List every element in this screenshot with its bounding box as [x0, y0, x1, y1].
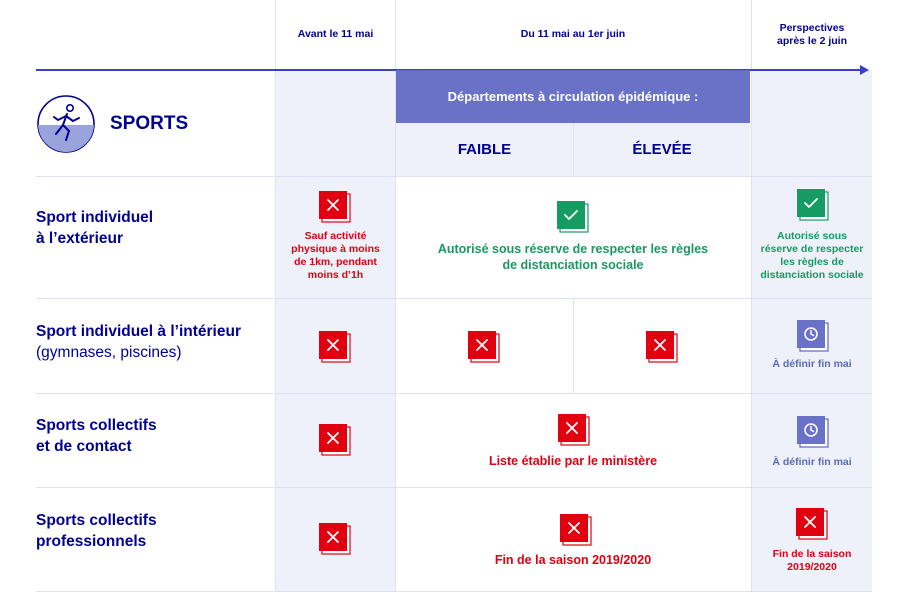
divider: [36, 487, 872, 488]
restriction-note: Liste établie par le ministère: [488, 454, 658, 468]
circulation-header: [396, 70, 750, 123]
cross-icon: [558, 414, 590, 446]
row-label-line: (gymnases, piscines): [36, 343, 182, 361]
header-faible: [396, 123, 573, 176]
header-perspectives-line: Perspectives: [779, 21, 845, 34]
header-perspectives: [752, 0, 872, 70]
check-icon: [557, 201, 589, 233]
note-line: physique à moins: [291, 243, 380, 256]
clock-icon: [797, 320, 829, 352]
row-label-line: Sport individuel: [36, 209, 154, 226]
cross-icon: [468, 331, 500, 363]
cross-icon: [319, 424, 351, 456]
note-line: Fin de la saison: [772, 548, 852, 560]
check-icon: [797, 189, 829, 221]
cross-icon: [319, 331, 351, 363]
note-line: de distanciation sociale: [502, 257, 644, 272]
row-label: [36, 322, 241, 364]
note-line: Sauf activité: [304, 230, 367, 242]
note-line: moins d’1h: [307, 269, 364, 282]
cross-icon: [319, 523, 351, 555]
pending-note: À définir fin mai: [772, 456, 852, 468]
clock-icon: [797, 416, 829, 448]
restriction-note: [276, 230, 395, 283]
header-perspectives-line: après le 2 juin: [776, 35, 848, 47]
authorization-note: [396, 242, 750, 273]
restriction-note: Fin de la saison 2019/2020: [494, 553, 652, 567]
pending-note: À définir fin mai: [772, 358, 852, 370]
note-line: distanciation sociale: [760, 269, 864, 282]
header-before-label: Avant le 11 mai: [297, 28, 374, 41]
note-line: Autorisé sous: [776, 230, 847, 242]
divider: [36, 591, 872, 592]
header-before: [276, 0, 395, 70]
header-period: [396, 0, 750, 70]
faible-label: FAIBLE: [457, 141, 512, 158]
cross-icon: [319, 191, 351, 223]
row-label: [36, 511, 157, 553]
divider: [573, 298, 574, 393]
row-label-line: Sports collectifs: [36, 417, 157, 434]
header-period-label: Du 11 mai au 1er juin: [520, 28, 626, 41]
row-label-line: Sports collectifs: [36, 512, 157, 529]
divider: [751, 0, 752, 592]
elevee-label: ÉLEVÉE: [632, 141, 692, 158]
divider: [36, 298, 872, 299]
note-line: 2019/2020: [787, 561, 837, 574]
divider: [275, 0, 276, 592]
arrow-right-icon: [860, 65, 869, 75]
note-line: réserve de respecter: [760, 243, 864, 256]
authorization-note: [752, 230, 872, 283]
restriction-note: [752, 548, 872, 574]
note-line: de 1km, pendant: [294, 256, 377, 269]
cross-icon: [560, 514, 592, 546]
row-label: [36, 416, 157, 458]
row-label-line: professionnels: [36, 532, 147, 550]
divider: [36, 393, 872, 394]
row-label-line: Sport individuel à l’intérieur: [36, 323, 241, 340]
section-title: SPORTS: [110, 113, 189, 134]
note-line: Autorisé sous réserve de respecter les règles: [437, 242, 709, 256]
cross-icon: [646, 331, 678, 363]
cross-icon: [796, 508, 828, 540]
row-label: [36, 208, 153, 250]
note-line: les règles de: [780, 256, 844, 269]
runner-icon: [36, 94, 96, 154]
header-elevee: [574, 123, 750, 176]
divider: [36, 176, 872, 177]
row-label-line: et de contact: [36, 437, 132, 455]
circulation-label: Départements à circulation épidémique :: [447, 89, 699, 104]
row-label-line: à l’extérieur: [36, 229, 124, 247]
